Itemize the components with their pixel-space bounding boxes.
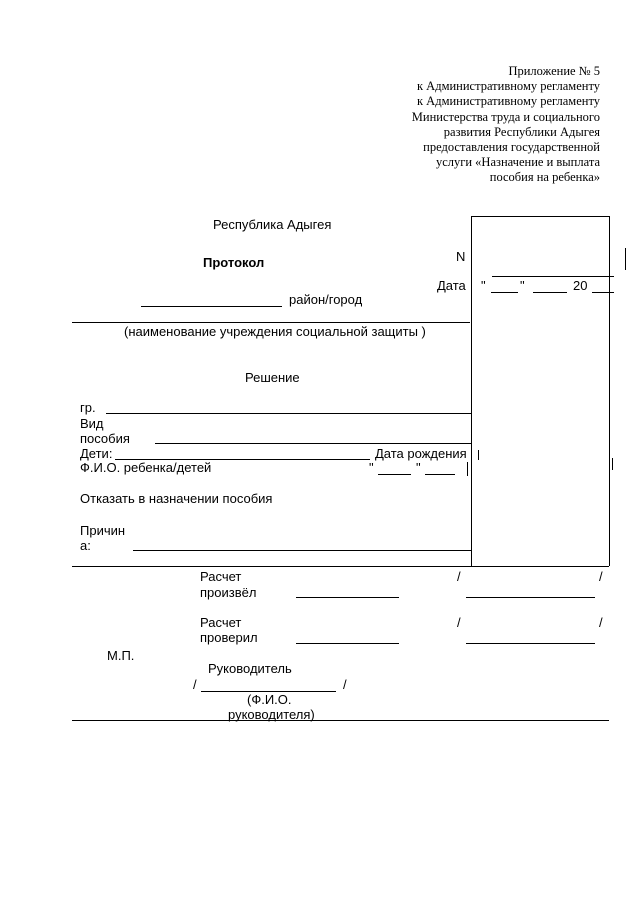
- calc-checked-signature-line[interactable]: [296, 643, 399, 644]
- birth-date-label: Дата рождения: [375, 446, 467, 461]
- number-label: N: [456, 249, 466, 264]
- annex-line: Приложение № 5: [508, 64, 600, 78]
- slash: /: [599, 615, 603, 630]
- birth-month-field[interactable]: [425, 474, 455, 475]
- calc-checked-label: Расчет: [200, 615, 242, 630]
- benefit-type-label: пособия: [80, 431, 130, 446]
- annex-line: к Административному регламенту: [416, 79, 600, 94]
- head-name-label: (Ф.И.О.: [247, 692, 292, 707]
- head-label: Руководитель: [208, 661, 292, 676]
- reason-label: а:: [80, 538, 91, 553]
- slash: /: [193, 677, 197, 692]
- edge-mark: [625, 248, 626, 270]
- year-prefix: 20: [573, 278, 588, 293]
- slash: /: [457, 569, 461, 584]
- calc-made-label: Расчет: [200, 569, 242, 584]
- benefit-type-field-line[interactable]: [155, 443, 471, 444]
- annex-line: развития Республики Адыгея: [443, 124, 600, 139]
- date-close-quote: ": [520, 278, 525, 293]
- box-right-border: [609, 216, 610, 566]
- birth-day-field[interactable]: [378, 474, 411, 475]
- child-name-label: Ф.И.О. ребенка/детей: [80, 460, 212, 475]
- district-label: район/город: [289, 292, 363, 307]
- calc-made-label: произвёл: [200, 585, 257, 600]
- reason-field-line[interactable]: [133, 550, 471, 551]
- children-label: Дети:: [80, 446, 113, 461]
- calc-checked-label: проверил: [200, 630, 258, 645]
- box-left-border: [471, 216, 472, 566]
- benefit-type-label: Вид: [80, 416, 104, 431]
- calc-made-signature-line[interactable]: [296, 597, 399, 598]
- slash: /: [343, 677, 347, 692]
- stamp-label: М.П.: [107, 648, 135, 663]
- annex-line: пособия на ребенка»: [489, 170, 600, 185]
- box-top-border: [471, 216, 609, 217]
- annex-line: услуги «Назначение и выплата: [435, 155, 600, 170]
- birth-open-quote: ": [369, 460, 374, 475]
- edge-mark: [478, 450, 479, 460]
- bottom-divider: [72, 720, 609, 721]
- annex-line: к Административному регламенту: [416, 94, 600, 109]
- protocol-title: Протокол: [203, 255, 265, 270]
- institution-label: (наименование учреждения социальной защиты ): [124, 324, 426, 339]
- birth-close-quote: ": [416, 460, 421, 475]
- citizen-label: гр.: [80, 400, 96, 415]
- citizen-field-line[interactable]: [106, 413, 471, 414]
- calc-checked-name-line[interactable]: [466, 643, 595, 644]
- edge-mark: [612, 458, 613, 470]
- decision-title: Решение: [245, 370, 300, 385]
- institution-line[interactable]: [72, 322, 470, 323]
- date-label: Дата: [437, 278, 466, 293]
- annex-line: Министерства труда и социального: [411, 109, 600, 124]
- reason-label: Причин: [80, 523, 126, 538]
- head-name-label: руководителя): [228, 707, 315, 722]
- calc-made-name-line[interactable]: [466, 597, 595, 598]
- district-field-line[interactable]: [141, 306, 282, 307]
- date-day-field[interactable]: [491, 292, 518, 293]
- date-year-field[interactable]: [592, 292, 614, 293]
- annex-header: [280, 64, 600, 186]
- number-field-line: [492, 276, 614, 277]
- slash: /: [599, 569, 603, 584]
- republic-name: Республика Адыгея: [213, 217, 332, 232]
- edge-mark: [467, 462, 468, 476]
- date-open-quote: ": [481, 278, 486, 293]
- section-divider: [72, 566, 609, 567]
- refusal-text: Отказать в назначении пособия: [80, 491, 273, 506]
- slash: /: [457, 615, 461, 630]
- annex-line: предоставления государственной: [423, 140, 600, 155]
- date-month-field[interactable]: [533, 292, 567, 293]
